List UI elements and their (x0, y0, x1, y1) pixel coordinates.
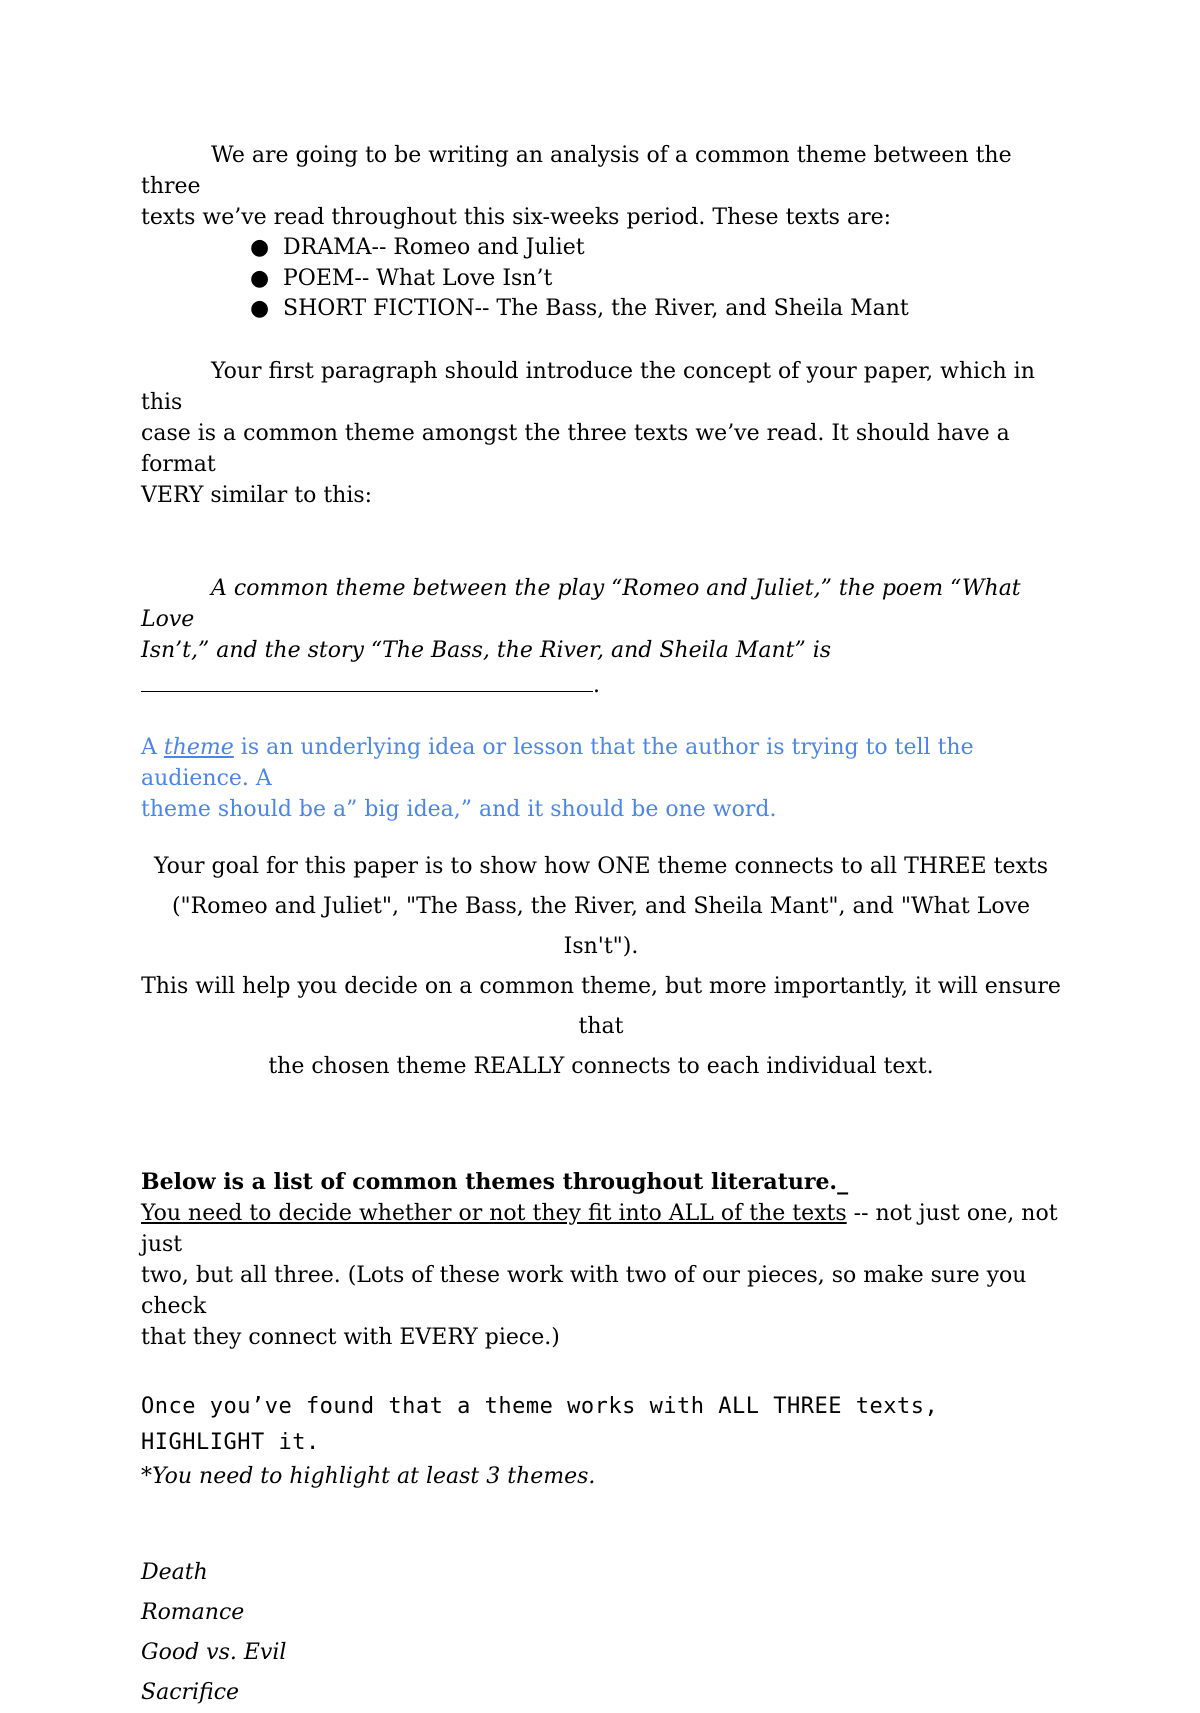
template-blank (141, 666, 1061, 706)
goal-line-3: This will help you decide on a common theme, but more importantly, it will ensure that (141, 973, 1061, 1039)
instruction-underlined: You need to decide whether or not they fit into ALL of the texts (141, 1200, 847, 1226)
list-item (250, 233, 1061, 264)
document-page (141, 140, 1061, 1713)
theme-item-sacrifice[interactable]: Sacrifice (141, 1679, 240, 1705)
template-line-1: A common theme between the play “Romeo and Juliet,” the poem “What Love (141, 575, 1021, 632)
theme-item-death[interactable]: Death (141, 1559, 208, 1585)
theme-definition-line-2: theme should be a” big idea,” and it should be one word. (141, 796, 777, 822)
template-line-2: Isn’t,” and the story “The Bass, the River, and Sheila Mant” is (141, 637, 832, 663)
instruction-line-2: two, but all three. (Lots of these work with two of our pieces, so make sure you check (141, 1262, 1027, 1319)
theme-item-good-vs-evil[interactable]: Good vs. Evil (141, 1639, 287, 1665)
theme-definition-line-1 (141, 732, 1061, 794)
themes-list (141, 1553, 1061, 1713)
instruction-line-3: that they connect with EVERY piece.) (141, 1324, 560, 1350)
goal-line-4: the chosen theme REALLY connects to each individual text. (268, 1053, 934, 1079)
highlight-line-1: Once you’ve found that a theme works with ALL THREE texts, (141, 1393, 939, 1419)
bullet-icon: ● (250, 235, 270, 260)
definition-rest: is an underlying idea or lesson that the author is trying to tell the audience. A (141, 734, 974, 791)
template-end: . (593, 672, 600, 698)
theme-term-link[interactable]: theme (163, 734, 234, 760)
intro-line-1: We are going to be writing an analysis of a common theme between the three (141, 143, 1012, 199)
bullet-icon: ● (250, 296, 270, 321)
text-drama: DRAMA-- Romeo and Juliet (283, 235, 585, 260)
goal-paragraph (141, 847, 1061, 1087)
text-short-fiction: SHORT FICTION-- The Bass, the River, and Sheila Mant (283, 296, 909, 321)
texts-list (141, 233, 1061, 325)
goal-line-1: Your goal for this paper is to show how ONE theme connects to all THREE texts (153, 853, 1049, 879)
instruction-rest: -- not just one, not just (141, 1200, 1058, 1257)
intro-line-2: texts we’ve read throughout this six-weeks period. These texts are: (141, 205, 892, 230)
text-poem: POEM-- What Love Isn’t (283, 265, 553, 291)
list-item (250, 264, 1061, 295)
highlight-line-2: HIGHLIGHT it. (141, 1429, 320, 1455)
theme-item-romance[interactable]: Romance (141, 1599, 245, 1625)
first-paragraph-line-3: VERY similar to this: (141, 482, 373, 508)
definition-prefix: A (141, 734, 164, 760)
goal-line-2: ("Romeo and Juliet", "The Bass, the River, and Sheila Mant", and "What Love Isn't"). (171, 893, 1031, 959)
highlight-note: *You need to highlight at least 3 themes. (141, 1463, 596, 1489)
instruction-line-1 (141, 1198, 1061, 1260)
first-paragraph-line-2: case is a common theme amongst the three texts we’ve read. It should have a format (141, 420, 1010, 477)
list-item (250, 294, 1061, 325)
fill-in-blank (141, 671, 593, 692)
bullet-icon: ● (250, 265, 270, 291)
themes-list-heading: Below is a list of common themes throughout literature._ (141, 1168, 849, 1195)
first-paragraph-line-1: Your first paragraph should introduce the concept of your paper, which in this (141, 358, 1035, 415)
highlight-instruction (141, 1389, 1061, 1461)
